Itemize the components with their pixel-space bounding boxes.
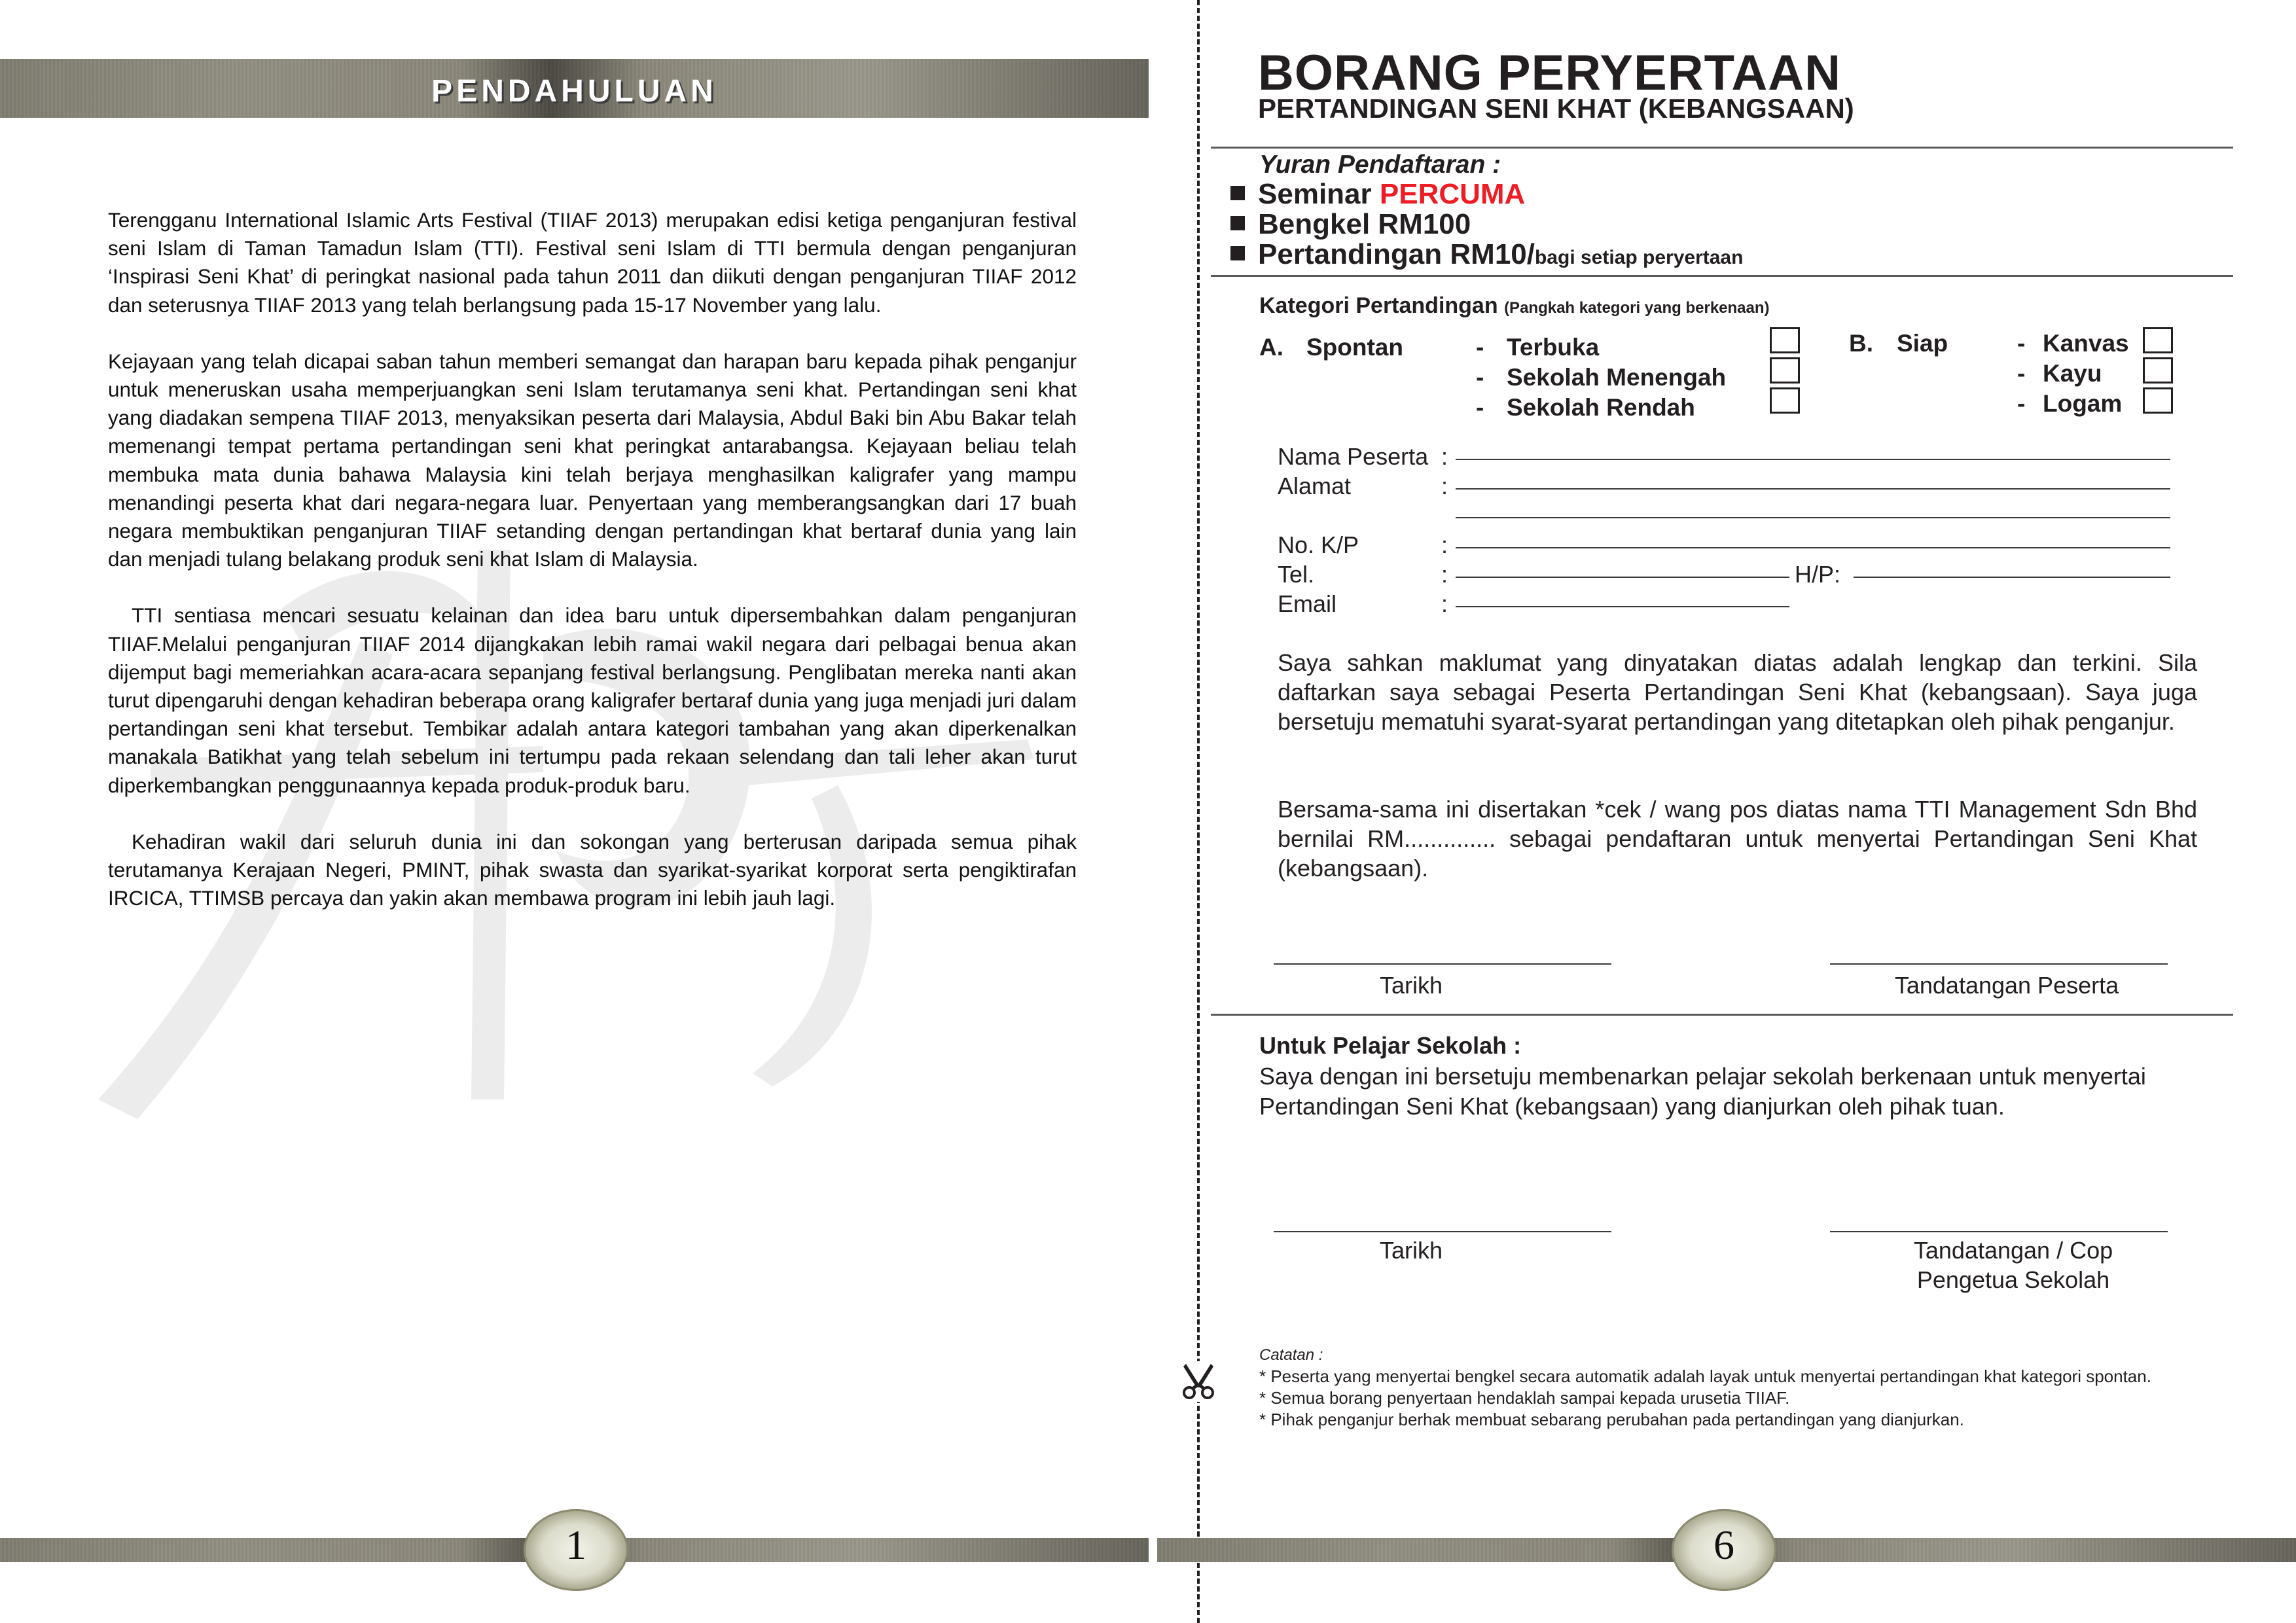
checkbox-sekolah-menengah[interactable] xyxy=(1770,357,1800,383)
intro-paragraph: Kehadiran wakil dari seluruh dunia ini dan sokongan yang berterusan daripada semua pihak terutamanya Kerajaan Negeri, PMINT, pihak swasta dan syarikat-syarikat korporat serta pengiktirafan IRCICA, TTIMSB percaya dan yakin akan membawa program ini lebih jauh lagi. xyxy=(108,829,1077,910)
bullet-icon xyxy=(1230,186,1245,200)
school-date-line[interactable] xyxy=(1274,1231,1611,1232)
label-email: Email xyxy=(1278,590,1337,617)
label-tel: Tel. xyxy=(1278,561,1315,588)
fee-value-free: PERCUMA xyxy=(1379,178,1526,210)
category-letter-a: A. xyxy=(1259,334,1283,361)
fee-label: Pertandingan xyxy=(1258,238,1443,270)
page-number: 1 xyxy=(565,1522,586,1568)
dash: - xyxy=(1476,364,1484,391)
fee-value: RM10/ xyxy=(1450,238,1535,270)
email-field[interactable] xyxy=(1456,606,1789,607)
bullet-icon xyxy=(1230,246,1245,260)
label-tandatangan-cop: Tandatangan / Cop xyxy=(1913,1237,2113,1264)
intro-paragraph: TTI sentiasa mencari sesuatu kelainan dan idea baru untuk dipersembahkan dalam penganjuran TIIAF.Melalui penganjuran TIIAF 2014 dijangkakan lebih ramai wakil negara dari pelbagai benua akan dijemput bagi memeriahkan acara-acara sepanjang festival berlangsung. Penglibatan mereka nanti akan turut dipengaruhi dengan kehadiran beberapa orang kaligrafer bertaraf dunia yang juga menjadi juri dalam pertandingan seni khat tersebut. Tembikar adalah antara kategori tambahan yang akan diperkenalkan manakala Batikhat yang telah sebelum ini tertumpu pada rekaan selendang dan tali leher akan turut diperkembangkan penggunaannya kepada produk-produk baru. xyxy=(108,603,1077,797)
form-title: BORANG PERYERTAAN xyxy=(1258,45,1842,101)
intro-paragraph: Terengganu International Islamic Arts Festival (TIIAF 2013) merupakan edisi ketiga penganjuran festival seni Islam di Taman Tamadun Islam (TTI). Festival seni Islam di TTI bermula dengan penganjuran ‘Inspirasi Seni Khat’ di peringkat nasional pada tahun 2011 dan diikuti dengan penganjuran TIIAF 2012 dan seterusnya TIIAF 2013 yang telah berlangsung pada 15-17 November yang lalu. xyxy=(108,208,1077,317)
note-item: * Pihak penganjur berhak membuat sebarang perubahan pada pertandingan yang dianjurkan. xyxy=(1259,1410,1964,1429)
option-logam: Logam xyxy=(2043,390,2123,417)
label-nama-peserta: Nama Peserta xyxy=(1278,443,1429,470)
option-kanvas: Kanvas xyxy=(2043,330,2129,357)
alamat-field-line2[interactable] xyxy=(1456,517,2170,518)
divider xyxy=(1211,275,2233,277)
divider xyxy=(1211,147,2233,149)
scissors-icon xyxy=(1178,1361,1219,1402)
category-title-text: Kategori Pertandingan xyxy=(1259,293,1498,318)
no-kp-field[interactable] xyxy=(1456,547,2170,548)
checkbox-sekolah-rendah[interactable] xyxy=(1770,387,1800,414)
label-tarikh: Tarikh xyxy=(1379,972,1443,999)
fees-title: Yuran Pendaftaran : xyxy=(1259,151,1501,179)
tel-field[interactable] xyxy=(1456,577,1789,578)
fee-item-seminar xyxy=(1230,178,1525,211)
section-title: PENDAHULUAN xyxy=(431,74,717,109)
checkbox-logam[interactable] xyxy=(2143,387,2173,414)
checkbox-kanvas[interactable] xyxy=(2143,327,2173,353)
nama-peserta-field[interactable] xyxy=(1456,459,2170,460)
colon: : xyxy=(1441,561,1448,588)
colon: : xyxy=(1441,473,1448,499)
dash: - xyxy=(1476,334,1484,361)
note-item: * Semua borang penyertaan hendaklah sampai kepada urusetia TIIAF. xyxy=(1259,1388,1790,1408)
category-name-siap: Siap xyxy=(1897,330,1948,357)
fee-note: bagi setiap peryertaan xyxy=(1534,247,1744,268)
category-title xyxy=(1259,293,1770,319)
label-alamat: Alamat xyxy=(1278,473,1352,499)
fee-item-workshop xyxy=(1230,208,1471,241)
colon: : xyxy=(1441,590,1448,617)
fee-value: RM100 xyxy=(1378,208,1471,240)
label-hp: H/P: xyxy=(1795,561,1841,588)
principal-signature-line[interactable] xyxy=(1830,1231,2168,1232)
participant-signature-line[interactable] xyxy=(1830,963,2168,965)
hp-field[interactable] xyxy=(1854,577,2170,578)
fee-item-competition xyxy=(1230,238,1743,271)
declaration-text: Saya sahkan maklumat yang dinyatakan diatas adalah lengkap dan terkini. Sila daftarkan saya sebagai Peserta Pertandingan Seni Khat (kebangsaan). Saya juga bersetuju mematuhi syarat-syarat pertandingan yang ditetapkan oleh pihak penganjur. xyxy=(1278,649,2197,735)
introduction-text xyxy=(108,206,1077,940)
category-hint: (Pangkah kategori yang berkenaan) xyxy=(1504,299,1770,317)
option-terbuka: Terbuka xyxy=(1507,334,1600,361)
category-letter-b: B. xyxy=(1849,330,1873,357)
checkbox-kayu[interactable] xyxy=(2143,357,2173,383)
bullet-icon xyxy=(1230,216,1245,230)
notes-title: Catatan : xyxy=(1259,1346,1323,1364)
colon: : xyxy=(1441,531,1448,558)
form-subtitle: PERTANDINGAN SENI KHAT (KEBANGSAAN) xyxy=(1258,93,1854,124)
label-school-tarikh: Tarikh xyxy=(1379,1237,1443,1264)
page-number-badge xyxy=(1672,1509,1776,1591)
dash: - xyxy=(2017,330,2026,357)
school-consent-text: Saya dengan ini bersetuju membenarkan pelajar sekolah berkenaan untuk menyertai Pertandingan Seni Khat (kebangsaan) yang dianjurkan oleh pihak tuan. xyxy=(1259,1063,2146,1120)
payment-text: Bersama-sama ini disertakan *cek / wang pos diatas nama TTI Management Sdn Bhd bernilai RM.............. sebagai pendaftaran untuk menyertai Pertandingan Seni Khat (kebangsaan). xyxy=(1278,796,2197,882)
divider xyxy=(1211,1014,2233,1016)
category-name-spontan: Spontan xyxy=(1306,334,1403,361)
label-pengetua-sekolah: Pengetua Sekolah xyxy=(1916,1266,2110,1293)
section-banner xyxy=(0,59,1149,118)
page-number-badge xyxy=(524,1509,628,1591)
intro-paragraph: Kejayaan yang telah dicapai saban tahun memberi semangat dan harapan baru kepada pihak penganjur untuk meneruskan usaha memperjuangkan seni Islam terutamanya seni khat. Pertandingan seni khat yang diadakan sempena TIIAF 2013, menyaksikan peserta dari Malaysia, Abdul Baki bin Abu Bakar telah memenangi tempat pertama pertandingan seni khat peringkat antarabangsa. Kejayaan beliau telah membuka mata dunia bahawa Malaysia kini telah berjaya menghasilkan kaligrafer yang mampu menandingi peserta khat dari negara-negara luar. Penyertaan yang memberangsangkan dari 17 buah negara membuktikan penganjuran TIIAF setanding dengan pertandingan khat bertaraf dunia yang lain dan menjadi tulang belakang produk seni khat Islam di Malaysia. xyxy=(108,349,1077,571)
page-number: 6 xyxy=(1713,1522,1734,1568)
school-section-title: Untuk Pelajar Sekolah : xyxy=(1259,1032,1522,1059)
label-no-kp: No. K/P xyxy=(1278,531,1359,558)
fee-label: Bengkel xyxy=(1258,208,1371,240)
option-sekolah-menengah: Sekolah Menengah xyxy=(1507,364,1727,391)
option-sekolah-rendah: Sekolah Rendah xyxy=(1507,394,1695,421)
note-item: * Peserta yang menyertai bengkel secara automatik adalah layak untuk menyertai pertandingan khat kategori spontan. xyxy=(1259,1366,2151,1386)
dash: - xyxy=(2017,390,2026,417)
option-kayu: Kayu xyxy=(2043,360,2102,387)
label-tandatangan-peserta: Tandatangan Peserta xyxy=(1894,972,2119,999)
dash: - xyxy=(1476,394,1484,421)
colon: : xyxy=(1441,443,1448,470)
checkbox-terbuka[interactable] xyxy=(1770,327,1800,353)
alamat-field-line1[interactable] xyxy=(1456,488,2170,490)
fee-label: Seminar xyxy=(1258,178,1372,210)
date-signature-line[interactable] xyxy=(1274,963,1611,965)
dash: - xyxy=(2017,360,2026,387)
